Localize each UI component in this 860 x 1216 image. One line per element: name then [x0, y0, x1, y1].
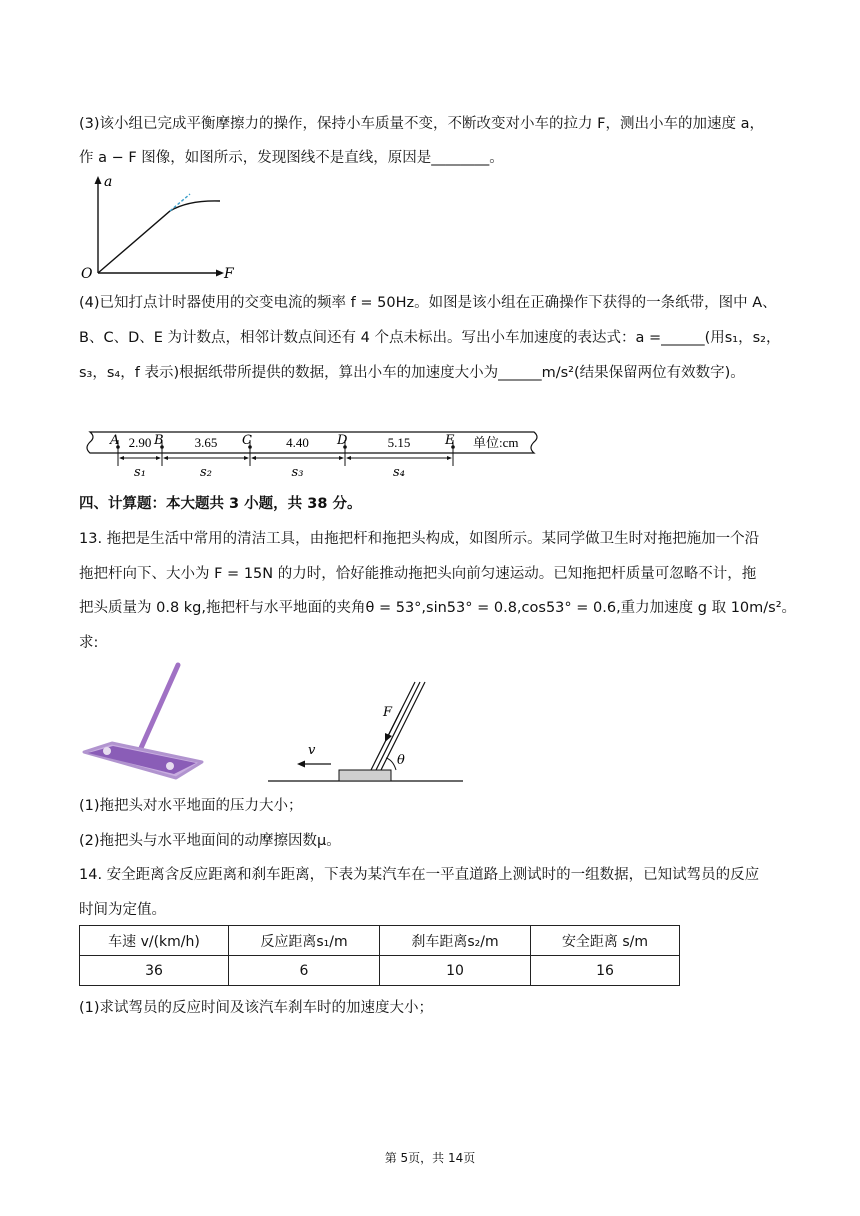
tape-arrow-left-icon [251, 456, 256, 460]
tape-arrow-left-icon [163, 456, 168, 460]
table-header-cell: 刹车距离s₂/m [380, 926, 531, 956]
tape-distance-label: 3.65 [194, 435, 218, 450]
table-header-cell: 安全距离 s/m [531, 926, 680, 956]
a-f-curve [98, 201, 220, 273]
tape-segment-label: s₄ [393, 465, 405, 480]
tape-point-label: C [242, 433, 252, 448]
section-heading: 四、计算题：本大题共 3 小题，共 38 分。 [79, 496, 362, 512]
tape-arrow-right-icon [447, 456, 452, 460]
data-table [79, 925, 680, 986]
tape-point-label: A [110, 433, 120, 448]
tape-marks [109, 433, 455, 480]
q13-line1: 13. 拖把是生活中常用的清洁工具，由拖把杆和拖把头构成，如图所示。某同学做卫生时对拖把施加一个沿 [79, 531, 760, 547]
mop-block [339, 770, 391, 781]
tape-segment-label: s₂ [200, 465, 212, 480]
mop-handle [141, 665, 178, 748]
table-cell: 6 [229, 956, 380, 986]
q14-line1: 14. 安全距离含反应距离和刹车距离，下表为某汽车在一平直道路上测试时的一组数据，已知试驾员的反应 [79, 867, 760, 883]
q13-sub1: (1)拖把头对水平地面的压力大小； [79, 798, 303, 814]
q4-line3: s₃，s₄，f 表示)根据纸带所提供的数据，算出小车的加速度大小为______m/s²(结果保留两位有效数字)。 [79, 365, 745, 381]
q13-line2: 拖把杆向下、大小为 F = 15N 的力时，恰好能推动拖把头向前匀速运动。已知拖把杆质量可忽略不计，拖 [79, 566, 757, 582]
q14-sub1: (1)求试驾员的反应时间及该汽车刹车时的加速度大小； [79, 1000, 434, 1016]
tape-distance-label: 2.90 [128, 435, 152, 450]
a-f-graph [78, 170, 248, 282]
velocity-arrowhead-icon [297, 761, 305, 768]
tape-arrow-right-icon [156, 456, 161, 460]
dashed-extension [170, 194, 190, 211]
mop-button-right [166, 762, 174, 770]
tape-arrow-left-icon [119, 456, 124, 460]
tape-distance-label: 4.40 [286, 435, 309, 450]
tape-arrow-left-icon [346, 456, 351, 460]
q4-line2: B、C、D、E 为计数点，相邻计数点间还有 4 个点未标出。写出小车加速度的表达式：a =______(用s₁，s₂， [79, 330, 781, 346]
x-axis-arrow-icon [216, 270, 224, 277]
q4-line1: (4)已知打点计时器使用的交变电流的频率 f = 50Hz。如图是该小组在正确操作下获得的一条纸带，图中 A、 [79, 295, 777, 311]
x-axis-label: F [224, 266, 234, 282]
q13-sub2: (2)拖把头与水平地面间的动摩擦因数μ。 [79, 833, 341, 849]
table-header-cell: 车速 v/(km/h) [80, 926, 229, 956]
mop-force-diagram [265, 678, 465, 784]
mop-button-left [103, 747, 111, 755]
paper-tape [82, 420, 548, 482]
angle-arc [386, 758, 396, 770]
table-header-cell: 反应距离s₁/m [229, 926, 380, 956]
y-axis-arrow-icon [95, 176, 102, 184]
q13-line3: 把头质量为 0.8 kg,拖把杆与水平地面的夹角θ = 53°,sin53° = 0.8,cos53° = 0.6,重力加速度 g 取 10m/s²。 [79, 600, 797, 616]
table-header-row [80, 926, 680, 956]
velocity-label: v [308, 743, 316, 758]
tape-point-label: D [337, 433, 348, 448]
tape-unit: 单位:cm [473, 435, 519, 450]
mop-photo [78, 660, 206, 784]
angle-label: θ [397, 753, 405, 768]
q13-line4: 求: [79, 635, 99, 651]
table-cell: 36 [80, 956, 229, 986]
tape-segment-label: s₃ [291, 465, 304, 480]
table-row [80, 956, 680, 986]
q3-line2: 作 a − F 图像，如图所示，发现图线不是直线，原因是________。 [79, 150, 504, 166]
tape-point-label: B [154, 433, 164, 448]
q3-line1: (3)该小组已完成平衡摩擦力的操作，保持小车质量不变，不断改变对小车的拉力 F，测出小车的加速度 a， [79, 116, 764, 132]
table-cell: 16 [531, 956, 680, 986]
tape-segment-label: s₁ [134, 465, 146, 480]
tape-distance-label: 5.15 [387, 435, 411, 450]
tape-arrow-right-icon [339, 456, 344, 460]
tape-arrow-right-icon [244, 456, 249, 460]
origin-label: O [81, 266, 93, 282]
force-label: F [383, 705, 393, 720]
table-cell: 10 [380, 956, 531, 986]
tape-point-label: E [445, 433, 455, 448]
page-footer: 第 5页，共 14页 [384, 1151, 476, 1165]
y-axis-label: a [104, 174, 113, 190]
q14-line2: 时间为定值。 [79, 902, 166, 918]
